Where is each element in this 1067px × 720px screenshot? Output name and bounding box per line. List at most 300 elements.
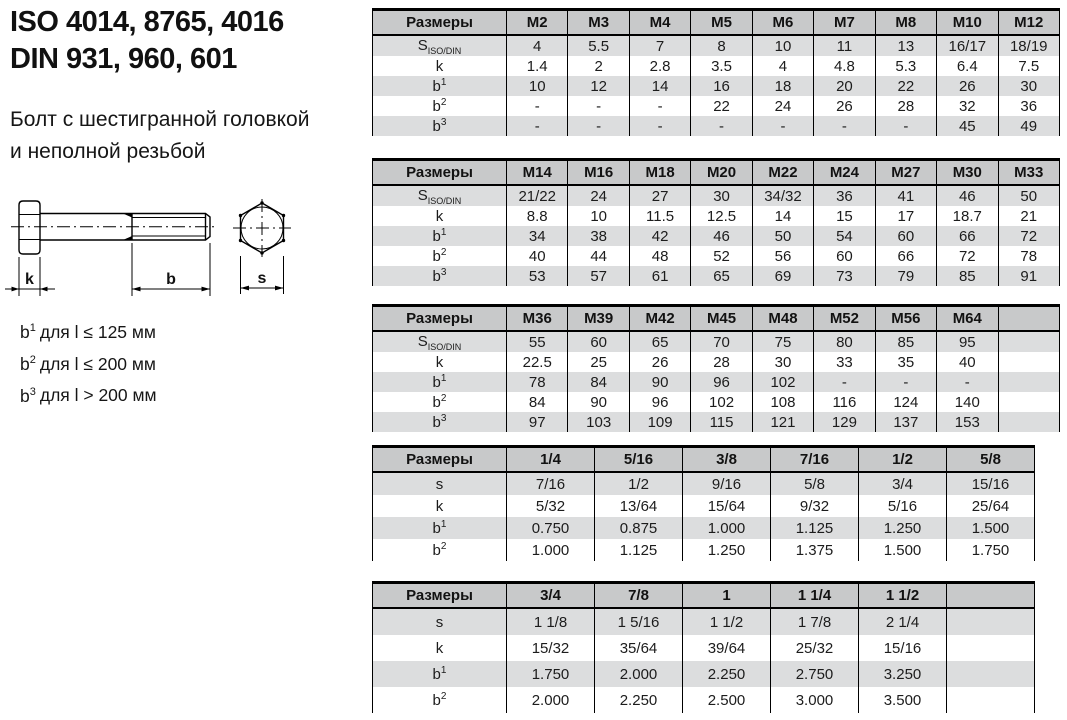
value-cell: 2 1/4 xyxy=(859,608,947,635)
value-cell: 54 xyxy=(814,226,875,246)
value-cell: 11 xyxy=(814,35,875,56)
value-cell: 2.250 xyxy=(683,661,771,687)
value-cell: 1.125 xyxy=(771,517,859,539)
value-cell: 4.8 xyxy=(814,56,875,76)
value-cell: 2.250 xyxy=(595,687,683,713)
value-cell: 22 xyxy=(691,96,752,116)
value-cell: 78 xyxy=(507,372,568,392)
empty-cell xyxy=(998,352,1060,372)
column-header: M30 xyxy=(937,160,998,186)
value-cell: 35/64 xyxy=(595,635,683,661)
value-cell: 1.000 xyxy=(683,517,771,539)
value-cell: 9/16 xyxy=(683,472,771,495)
footnote-b2: $b^2$ для l ≤ 200 мм xyxy=(20,353,156,374)
value-cell: 3.5 xyxy=(691,56,752,76)
value-cell: 2.750 xyxy=(771,661,859,687)
value-cell: 25/64 xyxy=(947,495,1035,517)
column-header: 1 1/2 xyxy=(859,583,947,609)
table-row xyxy=(373,35,1060,56)
value-cell: - xyxy=(629,116,690,136)
column-header: M24 xyxy=(814,160,875,186)
column-header: M16 xyxy=(568,160,629,186)
value-cell: 36 xyxy=(998,96,1060,116)
table-row xyxy=(373,517,1035,539)
column-header: M52 xyxy=(814,306,875,332)
value-cell: 14 xyxy=(752,206,813,226)
value-cell: 60 xyxy=(814,246,875,266)
value-cell: 3.250 xyxy=(859,661,947,687)
table-header-row xyxy=(373,447,1035,473)
value-cell: 84 xyxy=(568,372,629,392)
value-cell: 1.750 xyxy=(947,539,1035,561)
value-cell: 20 xyxy=(814,76,875,96)
value-cell: 1.125 xyxy=(595,539,683,561)
value-cell: 115 xyxy=(691,412,752,432)
column-header: 5/8 xyxy=(947,447,1035,473)
value-cell: 18.7 xyxy=(937,206,998,226)
value-cell: 25/32 xyxy=(771,635,859,661)
dimension-label-k: k xyxy=(25,271,34,288)
value-cell: 3.500 xyxy=(859,687,947,713)
row-label: k xyxy=(435,639,444,657)
value-cell: 3/4 xyxy=(859,472,947,495)
row-label: $b^1$ xyxy=(432,227,447,245)
value-cell: 46 xyxy=(937,185,998,206)
value-cell: 1.500 xyxy=(859,539,947,561)
corner-header: Размеры xyxy=(406,587,473,604)
value-cell: 24 xyxy=(752,96,813,116)
column-header: 7/8 xyxy=(595,583,683,609)
value-cell: 15 xyxy=(814,206,875,226)
table-header-row xyxy=(373,583,1035,609)
value-cell: 49 xyxy=(998,116,1060,136)
table-row xyxy=(373,56,1060,76)
table-row xyxy=(373,661,1035,687)
column-header: M45 xyxy=(691,306,752,332)
column-header: 3/8 xyxy=(683,447,771,473)
row-label: $b^1$ xyxy=(432,665,447,683)
value-cell: 45 xyxy=(937,116,998,136)
table-row xyxy=(373,76,1060,96)
table-row xyxy=(373,266,1060,286)
row-label: k xyxy=(435,353,444,371)
value-cell: 121 xyxy=(752,412,813,432)
value-cell: 8.8 xyxy=(507,206,568,226)
empty-cell xyxy=(998,392,1060,412)
value-cell: 1.250 xyxy=(859,517,947,539)
value-cell: 4 xyxy=(752,56,813,76)
value-cell: - xyxy=(568,96,629,116)
column-header: M48 xyxy=(752,306,813,332)
value-cell: 7.5 xyxy=(998,56,1060,76)
value-cell: 25 xyxy=(568,352,629,372)
value-cell: 41 xyxy=(875,185,936,206)
column-header: M36 xyxy=(507,306,568,332)
table-header-row xyxy=(373,10,1060,36)
value-cell: 85 xyxy=(937,266,998,286)
value-cell: - xyxy=(691,116,752,136)
empty-cell xyxy=(998,331,1060,352)
value-cell: 50 xyxy=(752,226,813,246)
value-cell: 1.250 xyxy=(683,539,771,561)
column-header: 1/4 xyxy=(507,447,595,473)
value-cell: 69 xyxy=(752,266,813,286)
value-cell: - xyxy=(629,96,690,116)
footnote-b1: $b^1$ для l ≤ 125 мм xyxy=(20,321,156,342)
value-cell: - xyxy=(568,116,629,136)
value-cell: 6.4 xyxy=(937,56,998,76)
value-cell: 34/32 xyxy=(752,185,813,206)
value-cell: 102 xyxy=(691,392,752,412)
value-cell: 79 xyxy=(875,266,936,286)
corner-header: Размеры xyxy=(406,451,473,468)
value-cell: 26 xyxy=(937,76,998,96)
tables-panel xyxy=(372,0,1067,713)
value-cell: 61 xyxy=(629,266,690,286)
value-cell: 12 xyxy=(568,76,629,96)
bolt-technical-drawing xyxy=(0,183,320,313)
dimension-label-s: s xyxy=(257,270,267,287)
value-cell: 27 xyxy=(629,185,690,206)
value-cell: 1.500 xyxy=(947,517,1035,539)
row-label: $S_{ISO/DIN}$ xyxy=(417,332,462,352)
value-cell: 0.875 xyxy=(595,517,683,539)
dimension-b xyxy=(132,243,210,296)
value-cell: 5/8 xyxy=(771,472,859,495)
table-header-row xyxy=(373,306,1060,332)
value-cell: 40 xyxy=(937,352,998,372)
value-cell: 137 xyxy=(875,412,936,432)
value-cell: 96 xyxy=(691,372,752,392)
footnote-b3: $b^3$ для l > 200 мм xyxy=(20,385,157,406)
empty-header xyxy=(947,583,1035,609)
value-cell: 75 xyxy=(752,331,813,352)
value-cell: 8 xyxy=(691,35,752,56)
table-row xyxy=(373,372,1060,392)
dimension-label-b: b xyxy=(166,271,176,288)
column-header: M7 xyxy=(814,10,875,36)
column-header: M5 xyxy=(691,10,752,36)
value-cell: 60 xyxy=(568,331,629,352)
value-cell: 90 xyxy=(629,372,690,392)
value-cell: 18/19 xyxy=(998,35,1060,56)
value-cell: 0.750 xyxy=(507,517,595,539)
column-header: M14 xyxy=(507,160,568,186)
value-cell: 56 xyxy=(752,246,813,266)
value-cell: - xyxy=(875,116,936,136)
value-cell: 97 xyxy=(507,412,568,432)
row-label: k xyxy=(435,497,444,515)
value-cell: 30 xyxy=(691,185,752,206)
column-header: 7/16 xyxy=(771,447,859,473)
value-cell: 12.5 xyxy=(691,206,752,226)
value-cell: 102 xyxy=(752,372,813,392)
value-cell: 66 xyxy=(875,246,936,266)
column-header: M4 xyxy=(629,10,690,36)
value-cell: 73 xyxy=(814,266,875,286)
column-header: M64 xyxy=(937,306,998,332)
value-cell: 70 xyxy=(691,331,752,352)
column-header: M18 xyxy=(629,160,690,186)
title-line-iso: ISO 4014, 8765, 4016 xyxy=(10,6,284,38)
value-cell: 95 xyxy=(937,331,998,352)
table-row xyxy=(373,412,1060,432)
table-row xyxy=(373,352,1060,372)
value-cell: 15/64 xyxy=(683,495,771,517)
value-cell: 16/17 xyxy=(937,35,998,56)
value-cell: 66 xyxy=(937,226,998,246)
corner-header: Размеры xyxy=(406,164,473,181)
value-cell: 22 xyxy=(875,76,936,96)
empty-cell xyxy=(947,661,1035,687)
value-cell: 116 xyxy=(814,392,875,412)
table-row xyxy=(373,331,1060,352)
value-cell: - xyxy=(507,116,568,136)
value-cell: 7 xyxy=(629,35,690,56)
value-cell: 72 xyxy=(998,226,1060,246)
value-cell: 42 xyxy=(629,226,690,246)
subtitle-line-2: и неполной резьбой xyxy=(10,139,206,163)
row-label: $S_{ISO/DIN}$ xyxy=(417,186,462,206)
table-row xyxy=(373,96,1060,116)
value-cell: 1/2 xyxy=(595,472,683,495)
dimension-table-imperial-1 xyxy=(372,445,1035,561)
title-line-din: DIN 931, 960, 601 xyxy=(10,42,237,75)
value-cell: 5/32 xyxy=(507,495,595,517)
row-label: $b^2$ xyxy=(432,691,447,709)
value-cell: - xyxy=(875,372,936,392)
empty-cell xyxy=(947,608,1035,635)
table-header-row xyxy=(373,160,1060,186)
value-cell: 46 xyxy=(691,226,752,246)
column-header: 1 xyxy=(683,583,771,609)
table-row xyxy=(373,246,1060,266)
value-cell: 26 xyxy=(629,352,690,372)
value-cell: 53 xyxy=(507,266,568,286)
row-label: $b^3$ xyxy=(432,267,447,285)
dimension-k xyxy=(5,257,55,296)
value-cell: 10 xyxy=(507,76,568,96)
column-header: M39 xyxy=(568,306,629,332)
value-cell: 17 xyxy=(875,206,936,226)
value-cell: 1 1/2 xyxy=(683,608,771,635)
value-cell: - xyxy=(507,96,568,116)
value-cell: 1.750 xyxy=(507,661,595,687)
value-cell: 32 xyxy=(937,96,998,116)
column-header: M42 xyxy=(629,306,690,332)
dimension-table-metric-3 xyxy=(372,304,1060,432)
value-cell: 13/64 xyxy=(595,495,683,517)
value-cell: 5.5 xyxy=(568,35,629,56)
value-cell: 28 xyxy=(875,96,936,116)
value-cell: 91 xyxy=(998,266,1060,286)
table-row xyxy=(373,116,1060,136)
value-cell: - xyxy=(814,372,875,392)
dimension-table-metric-1 xyxy=(372,8,1060,136)
row-label: $b^1$ xyxy=(432,519,447,537)
value-cell: 55 xyxy=(507,331,568,352)
value-cell: 11.5 xyxy=(629,206,690,226)
column-header: M8 xyxy=(875,10,936,36)
column-header: 5/16 xyxy=(595,447,683,473)
value-cell: 1 1/8 xyxy=(507,608,595,635)
value-cell: 78 xyxy=(998,246,1060,266)
value-cell: 57 xyxy=(568,266,629,286)
left-panel xyxy=(10,4,370,168)
value-cell: 2.500 xyxy=(683,687,771,713)
column-header: M6 xyxy=(752,10,813,36)
value-cell: 65 xyxy=(629,331,690,352)
dimension-table-imperial-2 xyxy=(372,581,1035,713)
row-label: $S_{ISO/DIN}$ xyxy=(417,36,462,56)
value-cell: 7/16 xyxy=(507,472,595,495)
table-row xyxy=(373,472,1035,495)
value-cell: 124 xyxy=(875,392,936,412)
value-cell: 34 xyxy=(507,226,568,246)
value-cell: 16 xyxy=(691,76,752,96)
value-cell: 129 xyxy=(814,412,875,432)
value-cell: 153 xyxy=(937,412,998,432)
value-cell: 1.000 xyxy=(507,539,595,561)
value-cell: 65 xyxy=(691,266,752,286)
value-cell: 30 xyxy=(752,352,813,372)
value-cell: 1.4 xyxy=(507,56,568,76)
table-row xyxy=(373,635,1035,661)
value-cell: 22.5 xyxy=(507,352,568,372)
page-subtitle xyxy=(10,104,370,168)
row-label: $b^2$ xyxy=(432,393,447,411)
value-cell: 50 xyxy=(998,185,1060,206)
value-cell: 15/16 xyxy=(947,472,1035,495)
empty-header xyxy=(998,306,1060,332)
empty-cell xyxy=(998,412,1060,432)
row-label: $b^1$ xyxy=(432,77,447,95)
value-cell: 103 xyxy=(568,412,629,432)
table-row xyxy=(373,206,1060,226)
value-cell: - xyxy=(752,116,813,136)
column-header: M33 xyxy=(998,160,1060,186)
value-cell: 1 7/8 xyxy=(771,608,859,635)
value-cell: 21/22 xyxy=(507,185,568,206)
value-cell: 1.375 xyxy=(771,539,859,561)
row-label: $b^3$ xyxy=(432,117,447,135)
value-cell: 14 xyxy=(629,76,690,96)
value-cell: - xyxy=(814,116,875,136)
value-cell: 39/64 xyxy=(683,635,771,661)
value-cell: 15/16 xyxy=(859,635,947,661)
column-header: M10 xyxy=(937,10,998,36)
table-row xyxy=(373,226,1060,246)
bolt-end-view xyxy=(233,199,291,257)
value-cell: 52 xyxy=(691,246,752,266)
value-cell: 13 xyxy=(875,35,936,56)
value-cell: 140 xyxy=(937,392,998,412)
column-header: 1 1/4 xyxy=(771,583,859,609)
value-cell: 44 xyxy=(568,246,629,266)
value-cell: 36 xyxy=(814,185,875,206)
bolt-side-view xyxy=(11,201,218,254)
value-cell: 9/32 xyxy=(771,495,859,517)
column-header: M56 xyxy=(875,306,936,332)
row-label: $b^1$ xyxy=(432,373,447,391)
corner-header: Размеры xyxy=(406,310,473,327)
value-cell: 2.000 xyxy=(595,661,683,687)
value-cell: 72 xyxy=(937,246,998,266)
row-label: s xyxy=(435,613,444,631)
value-cell: 38 xyxy=(568,226,629,246)
column-header: M22 xyxy=(752,160,813,186)
value-cell: 40 xyxy=(507,246,568,266)
value-cell: 48 xyxy=(629,246,690,266)
column-header: 1/2 xyxy=(859,447,947,473)
table-row xyxy=(373,185,1060,206)
column-header: M3 xyxy=(568,10,629,36)
table-row xyxy=(373,687,1035,713)
empty-cell xyxy=(998,372,1060,392)
empty-cell xyxy=(947,687,1035,713)
row-label: $b^2$ xyxy=(432,97,447,115)
table-row xyxy=(373,495,1035,517)
column-header: M12 xyxy=(998,10,1060,36)
value-cell: 5/16 xyxy=(859,495,947,517)
row-label: $b^2$ xyxy=(432,541,447,559)
corner-header: Размеры xyxy=(406,14,473,31)
footnotes xyxy=(20,314,157,409)
value-cell: 2.8 xyxy=(629,56,690,76)
page-title xyxy=(10,4,370,77)
value-cell: 5.3 xyxy=(875,56,936,76)
value-cell: - xyxy=(937,372,998,392)
column-header: M2 xyxy=(507,10,568,36)
value-cell: 21 xyxy=(998,206,1060,226)
table-row xyxy=(373,608,1035,635)
column-header: 3/4 xyxy=(507,583,595,609)
row-label: k xyxy=(435,57,444,75)
value-cell: 10 xyxy=(568,206,629,226)
dimension-s xyxy=(241,256,284,294)
value-cell: 60 xyxy=(875,226,936,246)
value-cell: 24 xyxy=(568,185,629,206)
value-cell: 96 xyxy=(629,392,690,412)
value-cell: 26 xyxy=(814,96,875,116)
value-cell: 2 xyxy=(568,56,629,76)
value-cell: 80 xyxy=(814,331,875,352)
column-header: M27 xyxy=(875,160,936,186)
value-cell: 85 xyxy=(875,331,936,352)
value-cell: 30 xyxy=(998,76,1060,96)
value-cell: 28 xyxy=(691,352,752,372)
value-cell: 15/32 xyxy=(507,635,595,661)
table-row xyxy=(373,392,1060,412)
value-cell: 10 xyxy=(752,35,813,56)
value-cell: 18 xyxy=(752,76,813,96)
value-cell: 1 5/16 xyxy=(595,608,683,635)
value-cell: 33 xyxy=(814,352,875,372)
dimension-table-metric-2 xyxy=(372,158,1060,286)
value-cell: 4 xyxy=(507,35,568,56)
value-cell: 35 xyxy=(875,352,936,372)
subtitle-line-1: Болт с шестигранной головкой xyxy=(10,108,310,132)
row-label: $b^2$ xyxy=(432,247,447,265)
value-cell: 84 xyxy=(507,392,568,412)
row-label: s xyxy=(435,475,444,493)
column-header: M20 xyxy=(691,160,752,186)
value-cell: 109 xyxy=(629,412,690,432)
value-cell: 108 xyxy=(752,392,813,412)
empty-cell xyxy=(947,635,1035,661)
value-cell: 2.000 xyxy=(507,687,595,713)
table-row xyxy=(373,539,1035,561)
